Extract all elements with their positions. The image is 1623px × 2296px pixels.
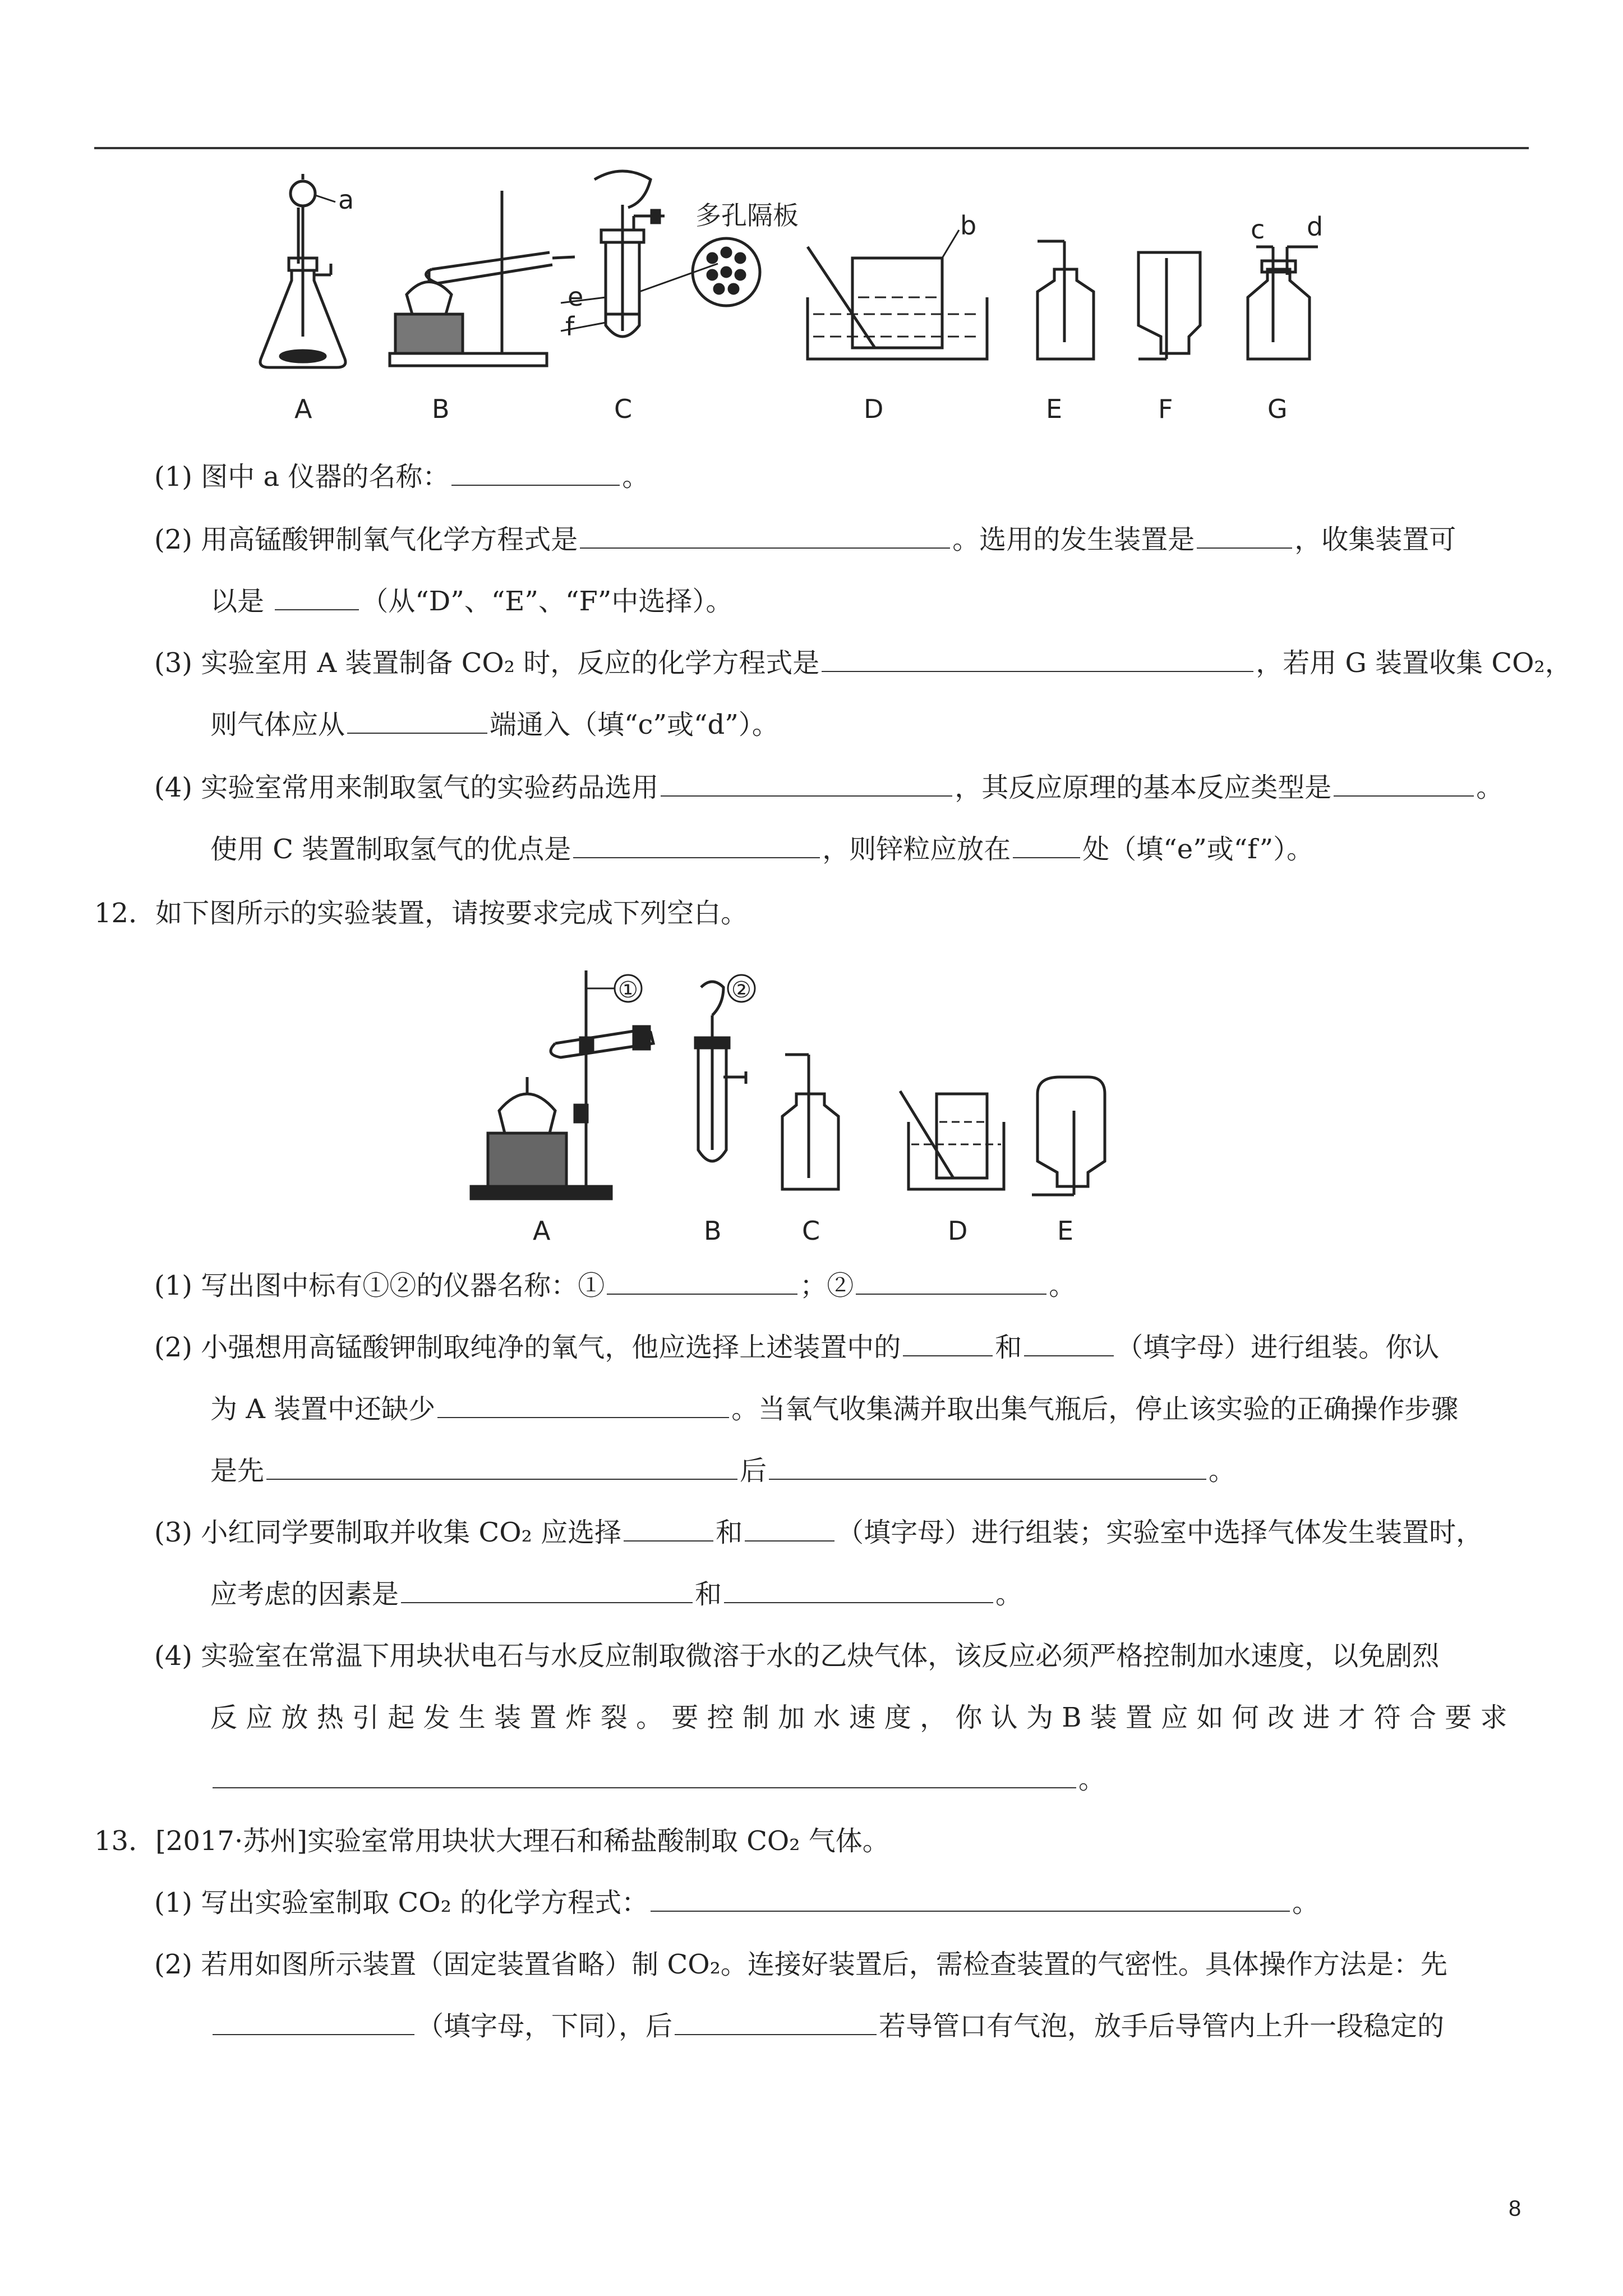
q12-p2-blank-2[interactable] [1024, 1331, 1114, 1356]
q11-p4b-text: 使用 C 装置制取氢气的优点是 [210, 834, 571, 865]
q12-p4c-blank[interactable] [213, 1763, 1076, 1788]
q11-p2b-text: 以是 [210, 586, 273, 617]
q12-p3b-mid: 和 [695, 1579, 722, 1610]
q11-p2b-end: （从“D”、“E”、“F”中选择）。 [361, 586, 733, 617]
apparatus-2e-bottle [1032, 1077, 1105, 1195]
q11-p2-blank-generator[interactable] [1197, 523, 1292, 549]
q12-p2-mid: 和 [995, 1332, 1022, 1363]
q12-p2c-end: 。 [1209, 1455, 1236, 1487]
q11-p4-text: (4) 实验室常用来制取氢气的实验药品选用 [154, 772, 659, 803]
label-f: f [565, 311, 575, 342]
fig2-label-A: A [533, 1216, 551, 1246]
q11-p1-end: 。 [622, 461, 649, 493]
label-c: c [1251, 214, 1265, 245]
apparatus-figure-1 [247, 168, 1380, 432]
q11-p4b-blank-position[interactable] [1013, 832, 1080, 858]
q11-p4b-end: 处（填“e”或“f”）。 [1082, 834, 1314, 865]
q12-p3b-end: 。 [995, 1579, 1023, 1610]
q12-p1-end: 。 [1049, 1270, 1076, 1301]
q12-p1-blank-1[interactable] [607, 1269, 797, 1295]
q11-p2-blank-equation[interactable] [580, 523, 950, 549]
fig1-label-D: D [864, 394, 884, 424]
apparatus-2c-bottle [782, 1055, 838, 1189]
apparatus-a-flask [260, 174, 345, 367]
q11-p1-blank[interactable] [451, 460, 620, 486]
q11-p3b-text: 则气体应从 [210, 709, 345, 740]
fig1-label-F: F [1158, 394, 1173, 424]
q11-part2b [210, 583, 732, 619]
fig2-label-C: C [802, 1216, 820, 1246]
marker-2: ② [731, 977, 751, 1003]
fig1-label-C: C [614, 394, 633, 424]
fig2-label-D: D [948, 1216, 968, 1246]
q12-p3-text: (3) 小红同学要制取并收集 CO₂ 应选择 [154, 1517, 622, 1548]
q13-part1 [154, 1885, 1319, 1921]
q12-part2b [210, 1391, 1458, 1427]
apparatus-b-heating [390, 191, 575, 366]
apparatus-f-bottle [1138, 252, 1200, 359]
q12-p1-text: (1) 写出图中标有①②的仪器名称：① [154, 1270, 605, 1301]
q12-p3-mid: 和 [716, 1517, 743, 1548]
q12-part3b [210, 1576, 1022, 1612]
fig1-label-A: A [294, 394, 312, 424]
q11-p3-end: ，若用 G 装置收集 CO₂， [1256, 647, 1572, 679]
q12-p4c-end: 。 [1078, 1764, 1106, 1795]
q13-part2: (2) 若用如图所示装置（固定装置省略）制 CO₂。连接好装置后，需检查装置的气密性。具体操作方法是：先 [154, 1949, 1447, 1980]
fig2-label-B: B [704, 1216, 722, 1246]
q12-part4b: 反 应 放 热 引 起 发 生 装 置 炸 裂 。 要 控 制 加 水 速 度 ， 你 认 为 B 装 置 应 如 何 改 进 才 符 合 要 求 [210, 1702, 1507, 1733]
q11-part3b [210, 707, 779, 743]
q12-p3-blank-1[interactable] [624, 1516, 713, 1542]
q11-p2-end: ，收集装置可 [1294, 524, 1456, 555]
q12-p2-blank-1[interactable] [903, 1331, 993, 1356]
fig1-label-E: E [1046, 394, 1063, 424]
q12-p3-end: （填字母）进行组装；实验室中选择气体发生装置时， [837, 1517, 1483, 1548]
label-porous-plate: 多孔隔板 [695, 200, 799, 231]
q13-title: 13．[2017·苏州]实验室常用块状大理石和稀盐酸制取 CO₂ 气体。 [94, 1825, 889, 1857]
q13-p2b-end: 若导管口有气泡，放手后导管内上升一段稳定的 [879, 2010, 1445, 2042]
q11-part4 [154, 770, 1503, 806]
q11-p4-blank-reagents[interactable] [661, 771, 952, 797]
q13-p1-blank[interactable] [651, 1886, 1290, 1912]
apparatus-c-tube [561, 171, 760, 337]
q11-p3-text: (3) 实验室用 A 装置制备 CO₂ 时，反应的化学方程式是 [154, 647, 820, 679]
q12-p2-text: (2) 小强想用高锰酸钾制取纯净的氧气，他应选择上述装置中的 [154, 1332, 901, 1363]
q11-p4-end: 。 [1476, 772, 1504, 803]
q11-p4b-blank-advantage[interactable] [573, 832, 820, 858]
q12-p1-blank-2[interactable] [856, 1269, 1046, 1295]
q12-part4: (4) 实验室在常温下用块状电石与水反应制取微溶于水的乙炔气体，该反应必须严格控制加水速度，以免剧烈 [154, 1640, 1440, 1672]
q13-p1-text: (1) 写出实验室制取 CO₂ 的化学方程式： [154, 1887, 649, 1918]
page-number: 8 [1509, 2196, 1521, 2221]
q11-p4b-mid: ，则锌粒应放在 [822, 834, 1011, 865]
label-d: d [1307, 211, 1324, 242]
q12-p3b-text: 应考虑的因素是 [210, 1579, 399, 1610]
q11-p3b-end: 端通入（填“c”或“d”）。 [490, 709, 779, 740]
q11-p2-mid: 。选用的发生装置是 [952, 524, 1195, 555]
q11-part2 [154, 522, 1456, 558]
marker-1: ① [618, 977, 638, 1003]
q11-p2b-blank-collector[interactable] [275, 585, 359, 610]
q13-p2b-blank-1[interactable] [213, 2009, 414, 2035]
q11-p4-mid: ，其反应原理的基本反应类型是 [955, 772, 1332, 803]
q12-part2c [210, 1453, 1235, 1489]
q11-part3 [154, 645, 1572, 681]
q11-p2-text: (2) 用高锰酸钾制氧气化学方程式是 [154, 524, 578, 555]
q11-p1-text: (1) 图中 a 仪器的名称： [154, 461, 450, 493]
label-b: b [960, 210, 977, 241]
apparatus-d-trough [808, 230, 987, 359]
label-e: e [568, 282, 584, 312]
apparatus-g-bottle [1248, 247, 1318, 359]
q12-part1 [154, 1268, 1076, 1304]
q13-p1-end: 。 [1292, 1887, 1320, 1918]
q12-title: 12．如下图所示的实验装置，请按要求完成下列空白。 [94, 898, 748, 929]
q12-p2-end: （填字母）进行组装。你认 [1116, 1332, 1440, 1363]
q12-p2c-blank-1[interactable] [266, 1454, 737, 1480]
q12-p2c-text: 是先 [210, 1455, 265, 1487]
q12-p2c-blank-2[interactable] [769, 1454, 1206, 1480]
apparatus-figure-2 [465, 965, 1239, 1251]
fig1-label-B: B [432, 394, 450, 424]
q12-part3 [154, 1515, 1483, 1550]
apparatus-e-bottle [1038, 241, 1094, 359]
q12-part2 [154, 1329, 1439, 1365]
header-rule [94, 147, 1529, 149]
apparatus-2b-tube [695, 982, 746, 1161]
q12-p2c-mid: 后 [740, 1455, 767, 1487]
q12-p1-mid: ；② [800, 1270, 854, 1301]
q11-part1 [154, 459, 649, 495]
q11-p3b-blank-port[interactable] [347, 708, 487, 734]
q13-p2b-blank-2[interactable] [675, 2009, 877, 2035]
q12-p2b-blank[interactable] [437, 1392, 729, 1418]
q12-p2b-end: 。当氧气收集满并取出集气瓶后，停止该实验的正确操作步骤 [731, 1393, 1459, 1425]
q12-p3b-blank-1[interactable] [401, 1577, 693, 1603]
q12-p2b-text: 为 A 装置中还缺少 [210, 1393, 436, 1425]
apparatus-2a-heating [471, 970, 653, 1199]
q11-p3-blank-equation[interactable] [822, 646, 1253, 672]
label-a: a [338, 185, 354, 215]
q11-part4b [210, 831, 1313, 867]
q11-p4-blank-type[interactable] [1334, 771, 1474, 797]
q12-part4c [210, 1761, 1105, 1797]
q13-p2b-mid: （填字母，下同），后 [417, 2010, 673, 2042]
q12-p3b-blank-2[interactable] [724, 1577, 993, 1603]
q13-part2b [210, 2008, 1444, 2044]
fig2-label-E: E [1057, 1216, 1074, 1246]
fig1-label-G: G [1267, 394, 1288, 424]
apparatus-2d-trough [900, 1091, 1004, 1189]
q12-p3-blank-2[interactable] [745, 1516, 834, 1542]
